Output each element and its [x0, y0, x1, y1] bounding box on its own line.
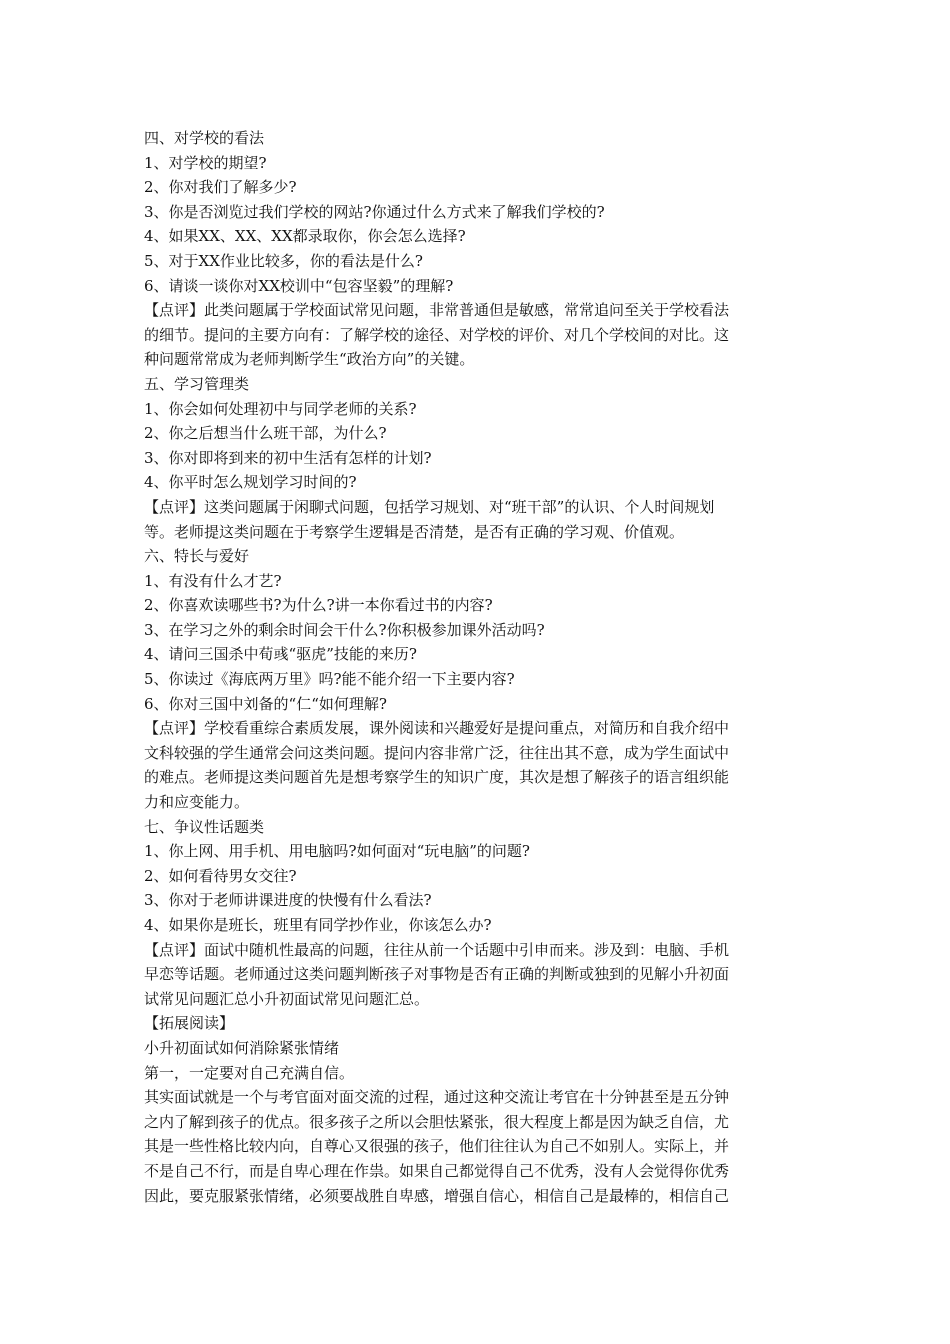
- comment-line: 试常见问题汇总小升初面试常见问题汇总。: [144, 989, 430, 1008]
- comment-line: 等。老师提这类问题在于考察学生逻辑是否清楚，是否有正确的学习观、价值观。: [144, 522, 685, 541]
- article-line: 其实面试就是一个与考官面对面交流的过程，通过这种交流让考官在十分钟甚至是五分钟: [144, 1088, 730, 1107]
- question-item: 4、如果XX、XX、XX都录取你，你会怎么选择?: [144, 227, 466, 246]
- comment-line: 【点评】此类问题属于学校面试常见问题，非常普通但是敏感，常常追问至关于学校看法: [144, 301, 730, 320]
- question-item: 5、你读过《海底两万里》吗?能不能介绍一下主要内容?: [144, 670, 515, 689]
- comment-line: 的细节。提问的主要方向有：了解学校的途径、对学校的评价、对几个学校间的对比。这: [144, 325, 730, 344]
- question-item: 2、你对我们了解多少?: [144, 178, 297, 197]
- article-line: 其是一些性格比较内向，自尊心又很强的孩子，他们往往认为自己不如别人。实际上，并: [144, 1137, 730, 1156]
- question-item: 3、你是否浏览过我们学校的网站?你通过什么方式来了解我们学校的?: [144, 202, 605, 221]
- question-item: 4、如果你是班长，班里有同学抄作业，你该怎么办?: [144, 916, 492, 934]
- comment-line: 【点评】这类问题属于闲聊式问题，包括学习规划、对“班干部”的认识、个人时间规划: [144, 497, 715, 516]
- article-line: 不是自己不行，而是自卑心理在作祟。如果自己都觉得自己不优秀，没有人会觉得你优秀: [144, 1161, 730, 1180]
- question-item: 2、如何看待男女交往?: [144, 866, 297, 885]
- comment-line: 【点评】学校看重综合素质发展，课外阅读和兴趣爱好是提问重点，对简历和自我介绍中: [144, 719, 730, 738]
- section-heading: 六、特长与爱好: [144, 547, 250, 566]
- article-line: 因此，要克服紧张情绪，必须要战胜自卑感，增强自信心，相信自己是最棒的，相信自己: [144, 1186, 730, 1205]
- question-item: 1、有没有什么才艺?: [144, 571, 282, 590]
- question-item: 1、对学校的期望?: [144, 153, 267, 172]
- section-heading: 七、争议性话题类: [144, 817, 265, 836]
- question-item: 3、你对即将到来的初中生活有怎样的计划?: [144, 448, 432, 467]
- section-heading: 四、对学校的看法: [144, 129, 265, 147]
- comment-line: 的难点。老师提这类问题首先是想考察学生的知识广度，其次是想了解孩子的语言组织能: [144, 768, 730, 787]
- comment-line: 种问题常常成为老师判断学生“政治方向”的关键。: [144, 350, 475, 369]
- extended-reading-heading: 【拓展阅读】: [144, 1014, 235, 1033]
- comment-line: 文科较强的学生通常会问这类问题。提问内容非常广泛，往往出其不意，成为学生面试中: [144, 743, 730, 762]
- question-item: 2、你喜欢读哪些书?为什么?讲一本你看过书的内容?: [144, 596, 493, 615]
- document-body: [144, 126, 809, 1208]
- question-item: 4、请问三国杀中荀彧“驱虎”技能的来历?: [144, 645, 417, 664]
- section-heading: 五、学习管理类: [144, 374, 250, 393]
- question-item: 1、你上网、用手机、用电脑吗?如何面对“玩电脑”的问题?: [144, 842, 530, 861]
- question-item: 2、你之后想当什么班干部，为什么?: [144, 424, 387, 443]
- question-item: 6、你对三国中刘备的“仁“如何理解?: [144, 694, 387, 713]
- article-subheading: 第一，一定要对自己充满自信。: [144, 1063, 355, 1082]
- comment-line: 【点评】面试中随机性最高的问题，往往从前一个话题中引申而来。涉及到：电脑、手机: [144, 940, 730, 959]
- question-item: 5、对于XX作业比较多，你的看法是什么?: [144, 251, 423, 270]
- comment-line: 力和应变能力。: [144, 793, 250, 812]
- article-line: 之内了解到孩子的优点。很多孩子之所以会胆怯紧张，很大程度上都是因为缺乏自信，尤: [144, 1112, 730, 1131]
- question-item: 3、在学习之外的剩余时间会干什么?你积极参加课外活动吗?: [144, 620, 545, 639]
- question-item: 3、你对于老师讲课进度的快慢有什么看法?: [144, 891, 432, 910]
- question-item: 1、你会如何处理初中与同学老师的关系?: [144, 399, 417, 418]
- question-item: 4、你平时怎么规划学习时间的?: [144, 473, 357, 492]
- article-title: 小升初面试如何消除紧张情绪: [144, 1038, 340, 1057]
- question-item: 6、请谈一谈你对XX校训中“包容坚毅”的理解?: [144, 276, 454, 295]
- comment-line: 早恋等话题。老师通过这类问题判断孩子对事物是否有正确的判断或独到的见解小升初面: [144, 965, 730, 984]
